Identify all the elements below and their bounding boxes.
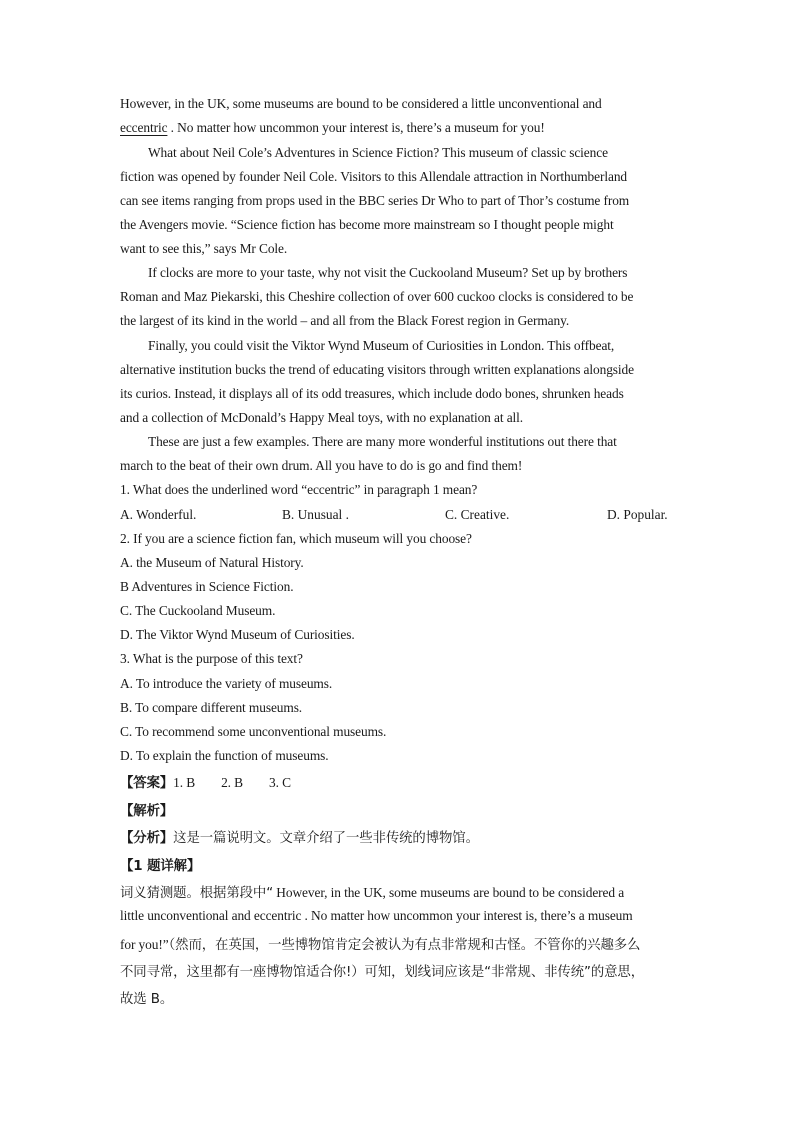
passage-p4-line4: and a collection of McDonald’s Happy Meal toys, with no explanation at all. (120, 410, 524, 425)
answer-values: 1. B 2. B 3. C (173, 775, 291, 790)
passage-p3-line1: If clocks are more to your taste, why not visit the Cuckooland Museum? Set up by brothers (148, 265, 628, 280)
detail-line-1-cjk: 词义猜测题。根据第段中“ (120, 886, 274, 901)
question-3-option-c: C. To recommend some unconventional museums. (120, 724, 387, 739)
question-3-option-d: D. To explain the function of museums. (120, 748, 329, 763)
passage-p5-line2: march to the beat of their own drum. All you have to do is go and find them! (120, 458, 523, 473)
passage-p2-line3: can see items ranging from props used in the BBC series Dr Who to part of Thor’s costume from (120, 193, 630, 208)
passage-p1-line2 (120, 120, 545, 136)
passage-p4-line3: its curios. Instead, it displays all of its odd treasures, which include dodo bones, shrunken heads (120, 386, 624, 401)
question-2-stem: 2. If you are a science fiction fan, which museum will you choose? (120, 531, 472, 546)
detail-line-3-cjk: （然而，在英国，一些博物馆肯定会被认为有点非常规和古怪。不管你的兴趣多么 (168, 938, 641, 953)
question-3-option-b: B. To compare different museums. (120, 700, 303, 715)
passage-p1-line1: However, in the UK, some museums are bound to be considered a little unconventional and (120, 96, 602, 111)
question-2-option-d: D. The Viktor Wynd Museum of Curiosities. (120, 627, 355, 642)
detail-line-5: 故选 B。 (120, 992, 174, 1007)
detail-line-3 (120, 934, 640, 953)
question-1-stem: 1. What does the underlined word “eccentric” in paragraph 1 mean? (120, 482, 478, 497)
analysis-summary (120, 827, 479, 846)
detail-line-4: 不同寻常，这里都有一座博物馆适合你!）可知，划线词应该是“非常规、非传统”的意思， (120, 965, 644, 980)
passage-p4-line2: alternative institution bucks the trend of educating visitors through written explanations alongside (120, 362, 634, 377)
analysis-summary-text: 这是一篇说明文。文章介绍了一些非传统的博物馆。 (173, 831, 479, 846)
question-1-option-b: B. Unusual . (282, 507, 349, 522)
passage-p2-line2: fiction was opened by founder Neil Cole. Visitors to this Allendale attraction in Northumberland (120, 169, 628, 184)
detail-line-2: little unconventional and eccentric . No matter how uncommon your interest is, there’s a museum (120, 908, 633, 923)
detail-line-1 (120, 882, 624, 901)
question-1-option-d: D. Popular. (607, 507, 668, 522)
passage-p5-line1: These are just a few examples. There are many more wonderful institutions out there that (148, 434, 617, 449)
question-3-stem: 3. What is the purpose of this text? (120, 651, 303, 666)
question-1-option-c: C. Creative. (445, 507, 510, 522)
question-2-option-c: C. The Cuckooland Museum. (120, 603, 276, 618)
analysis-heading: 【解析】 (120, 804, 174, 819)
question-3-option-a: A. To introduce the variety of museums. (120, 676, 333, 691)
passage-p2-line5: want to see this,” says Mr Cole. (120, 241, 288, 256)
detail-heading: 【1 题详解】 (120, 859, 201, 874)
analysis-summary-label: 【分析】 (120, 831, 174, 846)
answer-label: 【答案】 (120, 776, 174, 791)
passage-p4-line1: Finally, you could visit the Viktor Wynd Museum of Curiosities in London. This offbeat, (148, 338, 615, 353)
detail-line-3-en: for you!” (120, 937, 169, 952)
question-2-option-b: B Adventures in Science Fiction. (120, 579, 294, 594)
passage-p2-line4: the Avengers movie. “Science fiction has become more mainstream so I thought people might (120, 217, 614, 232)
detail-line-1-en: However, in the UK, some museums are bound to be considered a (273, 885, 625, 900)
passage-p2-line1: What about Neil Cole’s Adventures in Science Fiction? This museum of classic science (148, 145, 608, 160)
question-2-option-a: A. the Museum of Natural History. (120, 555, 304, 570)
passage-p1-line2-rest: . No matter how uncommon your interest is, there’s a museum for you! (167, 120, 545, 135)
underlined-word-eccentric: eccentric (120, 120, 168, 135)
passage-p3-line3: the largest of its kind in the world – and all from the Black Forest region in Germany. (120, 313, 570, 328)
passage-p3-line2: Roman and Maz Piekarski, this Cheshire collection of over 600 cuckoo clocks is considered to be (120, 289, 634, 304)
answer-line (120, 772, 291, 791)
question-1-option-a: A. Wonderful. (120, 507, 197, 522)
